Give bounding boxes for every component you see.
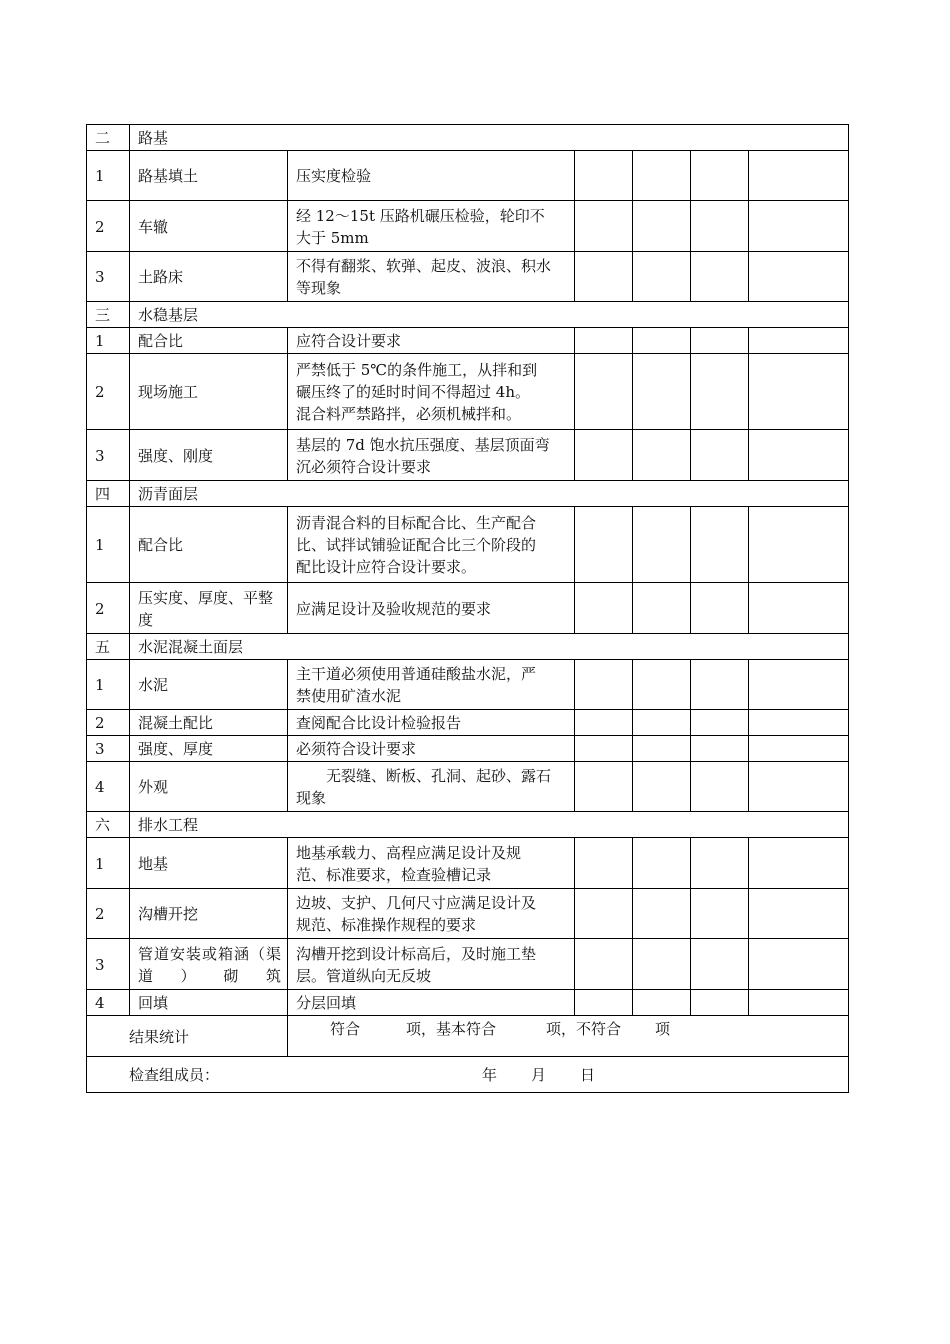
check-cell[interactable] (575, 939, 633, 990)
item-name: 混凝土配比 (130, 710, 288, 736)
item-name: 路基填土 (130, 151, 288, 201)
check-cell[interactable] (633, 151, 691, 201)
check-cell[interactable] (749, 583, 849, 634)
check-cell[interactable] (749, 151, 849, 201)
item-number: 2 (87, 889, 130, 939)
check-cell[interactable] (691, 252, 749, 302)
check-cell[interactable] (633, 201, 691, 252)
summary-label: 结果统计 (87, 1016, 288, 1057)
check-cell[interactable] (749, 507, 849, 583)
summary-basic: 项，基本符合 (406, 1020, 497, 1038)
check-cell[interactable] (691, 201, 749, 252)
check-cell[interactable] (749, 990, 849, 1016)
item-name: 回填 (130, 990, 288, 1016)
date-month: 月 (531, 1066, 547, 1084)
date-year: 年 (482, 1066, 498, 1084)
requirement (288, 710, 575, 736)
item-number: 3 (87, 252, 130, 302)
section-title: 排水工程 (130, 812, 849, 838)
requirement-line: 查阅配合比设计检验报告 (296, 714, 462, 732)
check-cell[interactable] (633, 990, 691, 1016)
summary-unit: 项 (655, 1020, 671, 1038)
requirement (288, 151, 575, 201)
item-name: 压实度、厚度、平整度 (130, 583, 288, 634)
check-cell[interactable] (691, 354, 749, 430)
table-row (87, 201, 849, 252)
item-number: 1 (87, 507, 130, 583)
check-cell[interactable] (575, 710, 633, 736)
item-number: 3 (87, 939, 130, 990)
check-cell[interactable] (749, 889, 849, 939)
requirement (288, 838, 575, 889)
item-number: 4 (87, 990, 130, 1016)
check-cell[interactable] (575, 889, 633, 939)
check-cell[interactable] (575, 736, 633, 762)
section-number: 三 (87, 302, 130, 328)
check-cell[interactable] (749, 328, 849, 354)
check-cell[interactable] (575, 990, 633, 1016)
check-cell[interactable] (691, 328, 749, 354)
requirement (288, 252, 575, 302)
check-cell[interactable] (633, 710, 691, 736)
footer-row (87, 1057, 849, 1093)
members-label: 检查组成员： (129, 1066, 220, 1084)
check-cell[interactable] (575, 660, 633, 710)
check-cell[interactable] (749, 430, 849, 481)
item-number: 1 (87, 328, 130, 354)
requirement-line: 碾压终了的延时时间不得超过 4h。 (296, 383, 530, 401)
check-cell[interactable] (749, 201, 849, 252)
item-number: 1 (87, 660, 130, 710)
section-title: 水泥混凝土面层 (130, 634, 849, 660)
summary-row (87, 1016, 849, 1057)
check-cell[interactable] (691, 710, 749, 736)
requirement (288, 354, 575, 430)
requirement-line: 范、标准要求，检查验槽记录 (296, 865, 492, 884)
section-title: 沥青面层 (130, 481, 849, 507)
table-row (87, 507, 849, 583)
item-number: 3 (87, 736, 130, 762)
check-cell[interactable] (633, 507, 691, 583)
section-row (87, 812, 849, 838)
requirement (288, 939, 575, 990)
requirement-line: 严禁低于 5℃的条件施工，从拌和到 (296, 361, 538, 379)
table-row (87, 736, 849, 762)
check-cell[interactable] (575, 328, 633, 354)
check-cell[interactable] (691, 583, 749, 634)
table-row (87, 660, 849, 710)
requirement (288, 201, 575, 252)
check-cell[interactable] (749, 939, 849, 990)
check-cell[interactable] (633, 328, 691, 354)
check-cell[interactable] (633, 252, 691, 302)
item-name: 车辙 (130, 201, 288, 252)
requirement-line: 大于 5mm (296, 228, 369, 247)
check-cell[interactable] (575, 252, 633, 302)
requirement-line: 压实度检验 (296, 167, 372, 185)
requirement-line: 主干道必须使用普通硅酸盐水泥，严 (296, 665, 537, 683)
requirement (288, 990, 575, 1016)
item-number: 2 (87, 583, 130, 634)
check-cell[interactable] (749, 252, 849, 302)
requirement-line: 等现象 (296, 279, 342, 297)
table-row (87, 151, 849, 201)
inspection-table-body (87, 125, 849, 1093)
check-cell[interactable] (633, 939, 691, 990)
check-cell[interactable] (633, 838, 691, 889)
item-name: 土路床 (130, 252, 288, 302)
item-name: 强度、刚度 (130, 430, 288, 481)
table-row (87, 252, 849, 302)
requirement (288, 507, 575, 583)
section-row (87, 125, 849, 151)
item-name: 沟槽开挖 (130, 889, 288, 939)
check-cell[interactable] (691, 507, 749, 583)
requirement (288, 583, 575, 634)
check-cell[interactable] (691, 939, 749, 990)
summary-values (288, 1016, 849, 1057)
check-cell[interactable] (633, 583, 691, 634)
requirement-line: 现象 (296, 789, 327, 807)
section-number: 四 (87, 481, 130, 507)
table-row (87, 889, 849, 939)
check-cell[interactable] (633, 660, 691, 710)
item-name: 管道安装或箱涵（渠道）砌筑 (130, 939, 288, 990)
item-name: 强度、厚度 (130, 736, 288, 762)
section-number: 五 (87, 634, 130, 660)
item-number: 2 (87, 710, 130, 736)
check-cell[interactable] (749, 660, 849, 710)
check-cell[interactable] (633, 354, 691, 430)
check-cell[interactable] (575, 838, 633, 889)
requirement-line: 沉必须符合设计要求 (296, 457, 432, 476)
check-cell[interactable] (633, 736, 691, 762)
requirement-line: 层。管道纵向无反坡 (296, 966, 432, 985)
check-cell[interactable] (575, 201, 633, 252)
requirement-line: 比、试拌试铺验证配合比三个阶段的 (296, 536, 537, 554)
check-cell[interactable] (749, 736, 849, 762)
item-name: 水泥 (130, 660, 288, 710)
table-row (87, 583, 849, 634)
check-cell[interactable] (749, 710, 849, 736)
requirement (288, 736, 575, 762)
check-cell[interactable] (691, 990, 749, 1016)
requirement-line: 沟槽开挖到设计标高后，及时施工垫 (296, 944, 537, 963)
summary-conform: 符合 (330, 1020, 361, 1038)
check-cell[interactable] (575, 354, 633, 430)
check-cell[interactable] (749, 354, 849, 430)
requirement-line: 配比设计应符合设计要求。 (296, 558, 477, 576)
check-cell[interactable] (691, 151, 749, 201)
table-row (87, 710, 849, 736)
requirement (288, 430, 575, 481)
requirement-line: 基层的 7d 饱水抗压强度、基层顶面弯 (296, 435, 550, 454)
summary-nonconform: 项，不符合 (546, 1020, 622, 1038)
item-number: 2 (87, 354, 130, 430)
item-number: 3 (87, 430, 130, 481)
requirement-line: 应符合设计要求 (296, 332, 402, 350)
date-day: 日 (580, 1066, 596, 1084)
item-number: 1 (87, 151, 130, 201)
check-cell[interactable] (691, 762, 749, 812)
table-row (87, 354, 849, 430)
table-row (87, 328, 849, 354)
section-number: 六 (87, 812, 130, 838)
item-number: 1 (87, 838, 130, 889)
item-name: 外观 (130, 762, 288, 812)
requirement (288, 762, 575, 812)
check-cell[interactable] (575, 151, 633, 201)
section-number: 二 (87, 125, 130, 151)
requirement-line: 混合料严禁路拌，必须机械拌和。 (296, 405, 522, 423)
requirement-line: 规范、标准操作规程的要求 (296, 916, 477, 934)
requirement-line: 必须符合设计要求 (296, 740, 417, 758)
requirement-line: 经 12～15t 压路机碾压检验，轮印不 (296, 206, 545, 225)
check-cell[interactable] (633, 762, 691, 812)
item-name: 配合比 (130, 507, 288, 583)
item-number: 2 (87, 201, 130, 252)
item-name: 现场施工 (130, 354, 288, 430)
requirement-line: 禁使用矿渣水泥 (296, 687, 402, 705)
footer-cell (87, 1057, 849, 1093)
requirement-line: 地基承载力、高程应满足设计及规 (296, 843, 522, 862)
section-row (87, 481, 849, 507)
check-cell[interactable] (691, 889, 749, 939)
check-cell[interactable] (749, 762, 849, 812)
check-cell[interactable] (633, 430, 691, 481)
table-row (87, 430, 849, 481)
check-cell[interactable] (691, 736, 749, 762)
item-name: 地基 (130, 838, 288, 889)
item-number: 4 (87, 762, 130, 812)
inspection-table (86, 124, 849, 1093)
check-cell[interactable] (575, 507, 633, 583)
section-row (87, 634, 849, 660)
requirement (288, 328, 575, 354)
check-cell[interactable] (691, 838, 749, 889)
section-title: 水稳基层 (130, 302, 849, 328)
requirement-line: 无裂缝、断板、孔洞、起砂、露石 (296, 767, 552, 785)
table-row (87, 939, 849, 990)
requirement (288, 889, 575, 939)
item-name: 配合比 (130, 328, 288, 354)
requirement-line: 应满足设计及验收规范的要求 (296, 599, 492, 618)
check-cell[interactable] (575, 583, 633, 634)
section-row (87, 302, 849, 328)
table-row (87, 990, 849, 1016)
section-title: 路基 (130, 125, 849, 151)
check-cell[interactable] (691, 660, 749, 710)
requirement-line: 边坡、支护、几何尺寸应满足设计及 (296, 894, 537, 912)
check-cell[interactable] (633, 889, 691, 939)
table-row (87, 762, 849, 812)
check-cell[interactable] (749, 838, 849, 889)
check-cell[interactable] (575, 430, 633, 481)
table-row (87, 838, 849, 889)
requirement-line: 沥青混合料的目标配合比、生产配合 (296, 514, 537, 532)
check-cell[interactable] (575, 762, 633, 812)
check-cell[interactable] (691, 430, 749, 481)
requirement-line: 不得有翻浆、软弹、起皮、波浪、积水 (296, 257, 552, 275)
requirement (288, 660, 575, 710)
requirement-line: 分层回填 (296, 994, 357, 1012)
